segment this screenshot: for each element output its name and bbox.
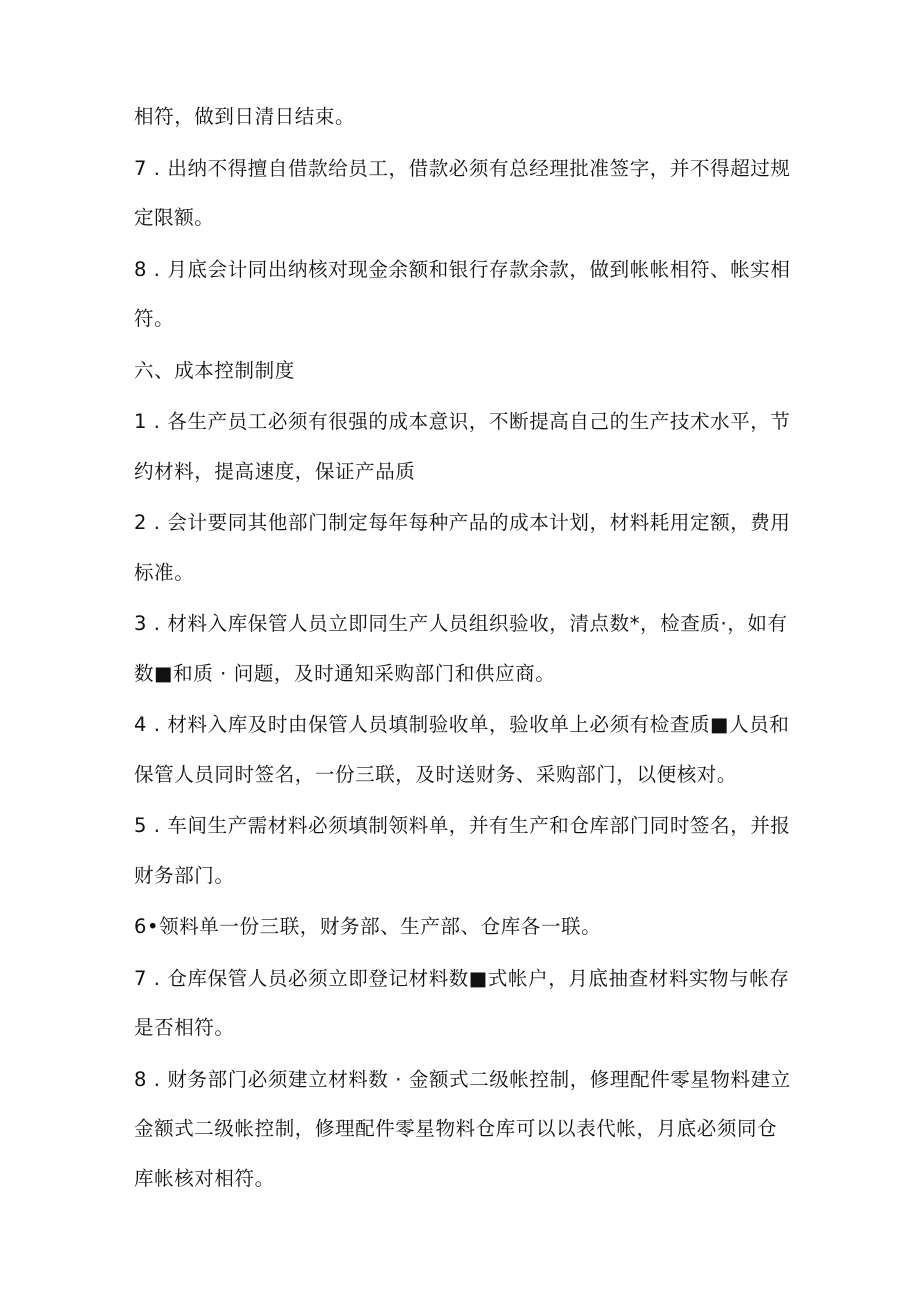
paragraph-item-3-material-inspection: 3 . 材料入库保管人员立即同生产人员组织验收，清点数*，检查质·，如有数■和质 · 问题，及时通知采购部门和供应商。: [134, 612, 788, 685]
paragraph-item-4-receiving-slip: 4 . 材料入库及时由保管人员填制验收单，验收单上必须有检查质■人员和保管人员同时签名，一份三联，及时送财务、采购部门，以便核对。: [134, 713, 790, 786]
paragraph-item-7-warehouse-ledger: 7 . 仓库保管人员必须立即登记材料数■式帐户，月底抽查材料实物与帐存是否相符。: [134, 966, 790, 1039]
paragraph-continuation: 相符，做到日清日结束。: [134, 105, 356, 128]
paragraph-item-8-monthly-reconciliation: 8 . 月底会计同出纳核对现金余额和银行存款余款，做到帐帐相符、帐实相符。: [134, 257, 791, 330]
document-body: [134, 92, 794, 1205]
paragraph-item-1-cost-awareness: 1 . 各生产员工必须有很强的成本意识，不断提高自己的生产技术水平，节约材料，提高速度，保证产品质: [134, 410, 791, 483]
paragraph-item-2-cost-plan: 2 . 会计要同其他部门制定每年每种产品的成本计划，材料耗用定额，费用标准。: [134, 511, 791, 584]
section-heading-cost-control: 六、成本控制制度: [134, 358, 295, 382]
paragraph-item-7-cashier-loans: 7 . 出纳不得擅自借款给员工，借款必须有总经理批准签字，并不得超过规定限额。: [134, 156, 791, 229]
paragraph-item-6-requisition-copies: 6•领料单一份三联，财务部、生产部、仓库各一联。: [134, 915, 602, 938]
paragraph-item-8-finance-ledger: 8 . 财务部门必须建立材料数 · 金额式二级帐控制，修理配件零星物料建立金额式二级帐控制，修理配件零星物料仓库可以以表代帐，月底必须同仓库帐核对相符。: [134, 1067, 791, 1190]
paragraph-item-5-requisition: 5 . 车间生产需材料必须填制领料单，并有生产和仓库部门同时签名，并报财务部门。: [134, 814, 791, 887]
